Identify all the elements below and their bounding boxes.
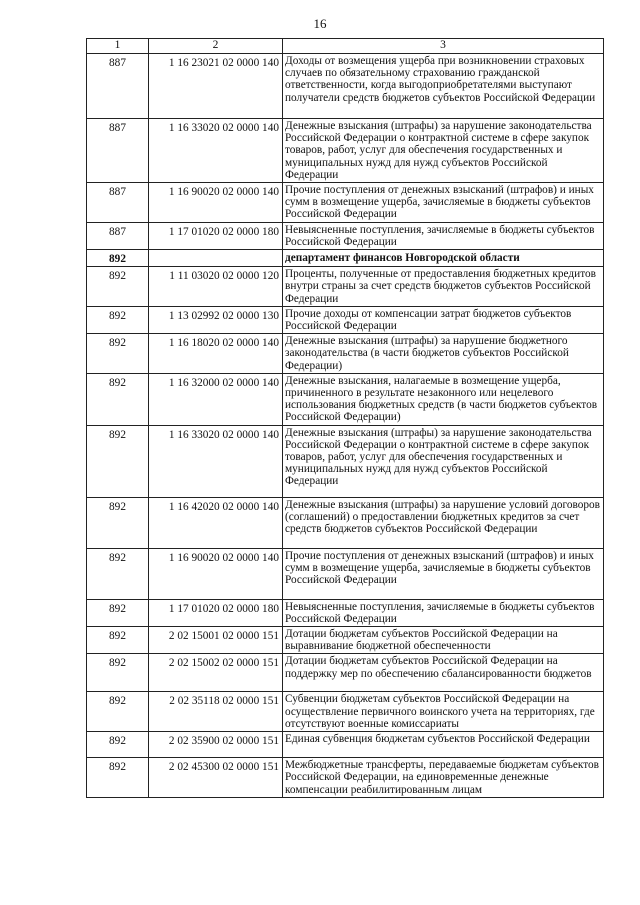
revenue-description-cell: Проценты, полученные от предоставления бюджетных кредитов внутри страны за счет средств бюджетов субъектов Российской Федерации <box>283 267 604 307</box>
admin-code-cell: 892 <box>87 497 149 548</box>
revenue-description-cell: Денежные взыскания (штрафы) за нарушение законодательства Российской Федерации о контрактной системе в сфере закупок товаров, работ, услуг для обеспечения государственных и муниципальных нужд для нужд субъектов Российской Федерации <box>283 425 604 497</box>
table-row <box>87 373 604 425</box>
table-row <box>87 267 604 307</box>
admin-code-cell: 887 <box>87 54 149 119</box>
budget-classification-code-cell <box>149 250 283 267</box>
table-row <box>87 222 604 249</box>
table-row <box>87 119 604 183</box>
budget-classification-code-cell: 1 16 32000 02 0000 140 <box>149 373 283 425</box>
admin-code-cell: 892 <box>87 627 149 654</box>
revenue-description-cell: департамент финансов Новгородской области <box>283 250 604 267</box>
admin-code-cell: 887 <box>87 119 149 183</box>
revenue-description-cell: Денежные взыскания (штрафы) за нарушение условий договоров (соглашений) о предоставлении бюджетных кредитов за счет средств бюджетов субъектов Российской Федерации <box>283 497 604 548</box>
budget-classification-code-cell: 1 17 01020 02 0000 180 <box>149 599 283 626</box>
revenue-description-cell: Невыясненные поступления, зачисляемые в бюджеты субъектов Российской Федерации <box>283 222 604 249</box>
admin-code-cell: 892 <box>87 732 149 758</box>
page-number: 16 <box>313 16 327 31</box>
budget-classification-code-cell: 1 16 33020 02 0000 140 <box>149 119 283 183</box>
budget-classification-code-cell: 1 16 33020 02 0000 140 <box>149 425 283 497</box>
revenue-description-cell: Межбюджетные трансферты, передаваемые бюджетам субъектов Российской Федерации, на единовременные денежные компенсации реабилитированным лицам <box>283 758 604 798</box>
budget-classification-code-cell: 1 17 01020 02 0000 180 <box>149 222 283 249</box>
revenue-description-cell: Единая субвенция бюджетам субъектов Российской Федерации <box>283 732 604 758</box>
table-row <box>87 654 604 692</box>
table-row <box>87 548 604 599</box>
revenue-description-cell: Денежные взыскания (штрафы) за нарушение законодательства Российской Федерации о контрактной системе в сфере закупок товаров, работ, услуг для обеспечения государственных и муниципальных нужд для нужд субъектов Российской Федерации <box>283 119 604 183</box>
revenue-description-cell: Доходы от возмещения ущерба при возникновении страховых случаев по обязательному страхованию гражданской ответственности, когда выгодоприобретателями выступают получатели средств бюджетов субъектов Российской Федерации <box>283 54 604 119</box>
table-row <box>87 334 604 374</box>
admin-code-cell: 892 <box>87 654 149 692</box>
budget-classification-code-cell: 1 11 03020 02 0000 120 <box>149 267 283 307</box>
revenue-description-cell: Прочие поступления от денежных взысканий (штрафов) и иных сумм в возмещение ущерба, зачисляемые в бюджеты субъектов Российской Федерации <box>283 183 604 223</box>
budget-classification-code-cell: 1 16 18020 02 0000 140 <box>149 334 283 374</box>
budget-classification-code-cell: 2 02 35900 02 0000 151 <box>149 732 283 758</box>
budget-classification-code-cell: 2 02 45300 02 0000 151 <box>149 758 283 798</box>
budget-classification-code-cell: 1 16 23021 02 0000 140 <box>149 54 283 119</box>
header-col-3: 3 <box>283 39 604 54</box>
admin-code-cell: 892 <box>87 692 149 732</box>
revenue-codes-table <box>86 38 604 798</box>
table-row <box>87 306 604 333</box>
table-row <box>87 599 604 626</box>
table-row <box>87 425 604 497</box>
admin-code-cell: 887 <box>87 222 149 249</box>
table-row <box>87 732 604 758</box>
table-row <box>87 54 604 119</box>
table-row <box>87 497 604 548</box>
admin-code-cell: 892 <box>87 334 149 374</box>
revenue-description-cell: Субвенции бюджетам субъектов Российской Федерации на осуществление первичного воинского учета на территориях, где отсутствуют военные комиссариаты <box>283 692 604 732</box>
budget-classification-code-cell: 1 16 90020 02 0000 140 <box>149 548 283 599</box>
section-header-row <box>87 250 604 267</box>
header-col-1: 1 <box>87 39 149 54</box>
budget-classification-code-cell: 2 02 15002 02 0000 151 <box>149 654 283 692</box>
admin-code-cell: 892 <box>87 425 149 497</box>
revenue-description-cell: Прочие поступления от денежных взысканий (штрафов) и иных сумм в возмещение ущерба, зачисляемые в бюджеты субъектов Российской Федерации <box>283 548 604 599</box>
admin-code-cell: 892 <box>87 599 149 626</box>
admin-code-cell: 892 <box>87 267 149 307</box>
admin-code-cell: 892 <box>87 373 149 425</box>
revenue-description-cell: Денежные взыскания, налагаемые в возмещение ущерба, причиненного в результате незаконного или нецелевого использования бюджетных средств (в части бюджетов субъектов Российской Федерации) <box>283 373 604 425</box>
revenue-description-cell: Дотации бюджетам субъектов Российской Федерации на выравнивание бюджетной обеспеченности <box>283 627 604 654</box>
table-row <box>87 627 604 654</box>
table-row <box>87 183 604 223</box>
revenue-description-cell: Невыясненные поступления, зачисляемые в бюджеты субъектов Российской Федерации <box>283 599 604 626</box>
budget-classification-code-cell: 1 13 02992 02 0000 130 <box>149 306 283 333</box>
budget-classification-code-cell: 1 16 90020 02 0000 140 <box>149 183 283 223</box>
revenue-description-cell: Денежные взыскания (штрафы) за нарушение бюджетного законодательства (в части бюджетов субъектов Российской Федерации) <box>283 334 604 374</box>
admin-code-cell: 892 <box>87 758 149 798</box>
header-col-2: 2 <box>149 39 283 54</box>
budget-classification-code-cell: 2 02 15001 02 0000 151 <box>149 627 283 654</box>
budget-classification-code-cell: 2 02 35118 02 0000 151 <box>149 692 283 732</box>
admin-code-cell: 892 <box>87 548 149 599</box>
table-row <box>87 758 604 798</box>
admin-code-cell: 887 <box>87 183 149 223</box>
admin-code-cell: 892 <box>87 306 149 333</box>
revenue-description-cell: Дотации бюджетам субъектов Российской Федерации на поддержку мер по обеспечению сбалансированности бюджетов <box>283 654 604 692</box>
budget-classification-code-cell: 1 16 42020 02 0000 140 <box>149 497 283 548</box>
table-header-row <box>87 39 604 54</box>
table-row <box>87 692 604 732</box>
revenue-description-cell: Прочие доходы от компенсации затрат бюджетов субъектов Российской Федерации <box>283 306 604 333</box>
admin-code-cell: 892 <box>87 250 149 267</box>
